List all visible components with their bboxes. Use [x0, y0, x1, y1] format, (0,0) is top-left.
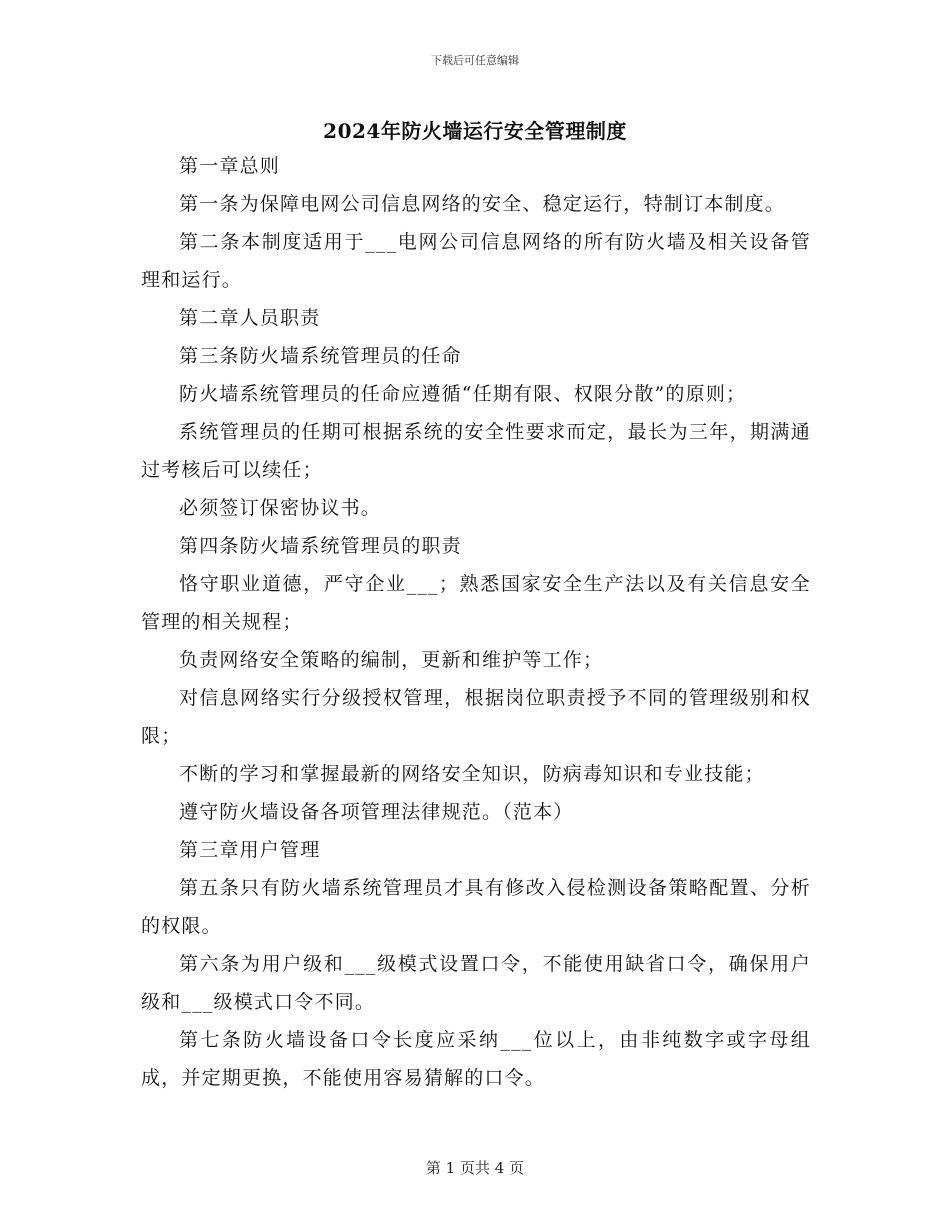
list-paragraph: 对信息网络实行分级授权管理，根据岗位职责授予不同的管理级别和权限；: [141, 687, 811, 747]
article-heading: 第三条防火墙系统管理员的任命: [179, 345, 462, 367]
document-body: [141, 147, 811, 1097]
list-paragraph: 防火墙系统管理员的任命应遵循“任期有限、权限分散”的原则；: [179, 383, 747, 405]
chapter-heading: 第二章人员职责: [179, 307, 321, 329]
list-paragraph: 不断的学习和掌握最新的网络安全知识，防病毒知识和专业技能；: [179, 763, 765, 785]
list-paragraph: 负责网络安全策略的编制，更新和维护等工作；: [179, 649, 604, 671]
document-title: 2024年防火墙运行安全管理制度: [323, 119, 627, 143]
article-heading: 第四条防火墙系统管理员的职责: [179, 535, 462, 557]
chapter-heading: 第三章用户管理: [179, 839, 321, 861]
article-paragraph: 第二条本制度适用于___电网公司信息网络的所有防火墙及相关设备管理和运行。: [141, 231, 811, 291]
list-paragraph: 系统管理员的任期可根据系统的安全性要求而定，最长为三年，期满通过考核后可以续任；: [141, 421, 811, 481]
chapter-heading: 第一章总则: [179, 155, 281, 177]
article-paragraph: 第六条为用户级和___级模式设置口令，不能使用缺省口令，确保用户级和___级模式口令不同。: [141, 953, 811, 1013]
article-paragraph: 第一条为保障电网公司信息网络的安全、稳定运行，特制订本制度。: [179, 193, 786, 215]
list-paragraph: 必须签订保密协议书。: [179, 497, 382, 519]
list-paragraph: 恪守职业道德，严守企业___；熟悉国家安全生产法以及有关信息安全管理的相关规程；: [141, 573, 811, 633]
article-paragraph: 第五条只有防火墙系统管理员才具有修改入侵检测设备策略配置、分析的权限。: [141, 877, 811, 937]
page-header-note: 下载后可任意编辑: [431, 54, 519, 67]
list-paragraph: 遵守防火墙设备各项管理法律规范。（范本）: [179, 801, 574, 823]
article-paragraph: 第七条防火墙设备口令长度应采纳___位以上，由非纯数字或字母组成，并定期更换，不能使用容易猜解的口令。: [141, 1029, 811, 1089]
page-footer: 第 1 页共 4 页: [425, 1159, 525, 1177]
